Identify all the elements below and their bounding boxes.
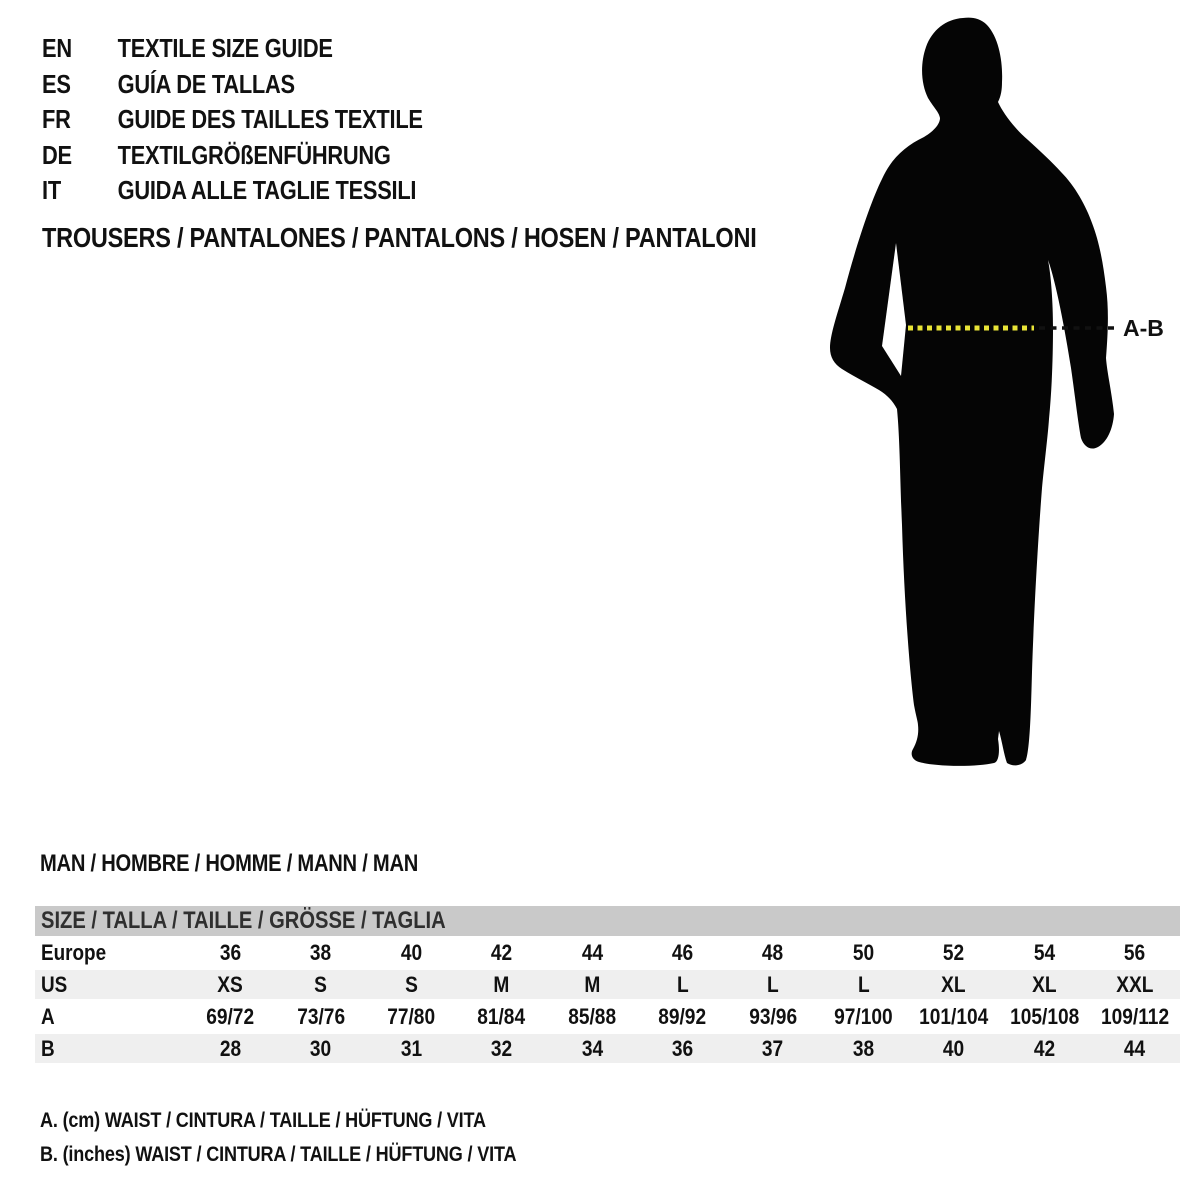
table-cell: 73/76 xyxy=(296,1003,345,1029)
table-cell: 89/92 xyxy=(658,1003,707,1029)
language-row-es xyxy=(42,67,423,103)
table-cell: 36 xyxy=(671,1035,694,1061)
table-cell: 36 xyxy=(219,939,241,965)
measure-label: A-B xyxy=(1123,315,1164,341)
table-row xyxy=(35,938,1180,967)
table-cell: 69/72 xyxy=(206,1003,255,1029)
footnote-waist-inches xyxy=(40,1142,607,1167)
table-cell: 37 xyxy=(762,1035,784,1061)
table-row-label: US xyxy=(41,971,68,997)
table-cell: 30 xyxy=(310,1035,332,1061)
language-list xyxy=(42,31,495,209)
table-cell: 105/108 xyxy=(1009,1003,1079,1029)
table-cell: 44 xyxy=(1124,1035,1146,1061)
table-cell: XL xyxy=(941,971,967,997)
table-cell: 54 xyxy=(1033,939,1055,965)
table-row xyxy=(35,970,1180,999)
table-cell: 93/96 xyxy=(749,1003,797,1029)
table-cell: L xyxy=(857,971,870,997)
language-label: GUIDE DES TAILLES TEXTILE xyxy=(117,104,423,134)
table-cell: S xyxy=(404,971,418,997)
table-cell: 42 xyxy=(1033,1035,1055,1061)
table-cell: 48 xyxy=(762,939,784,965)
table-cell: L xyxy=(676,971,689,997)
size-table-header-text: SIZE / TALLA / TAILLE / GRÖSSE / TAGLIA xyxy=(41,907,446,934)
table-cell: 77/80 xyxy=(387,1003,436,1029)
footnote-waist-cm xyxy=(40,1108,571,1133)
table-cell: 97/100 xyxy=(834,1003,893,1029)
table-cell: M xyxy=(493,971,510,997)
size-table xyxy=(35,906,1180,1066)
table-cell: 85/88 xyxy=(568,1003,616,1029)
table-cell: S xyxy=(314,971,328,997)
table-cell: 40 xyxy=(943,1035,965,1061)
table-cell: 44 xyxy=(581,939,603,965)
section-title xyxy=(40,850,490,878)
size-table-body xyxy=(35,938,1180,1063)
silhouette-body xyxy=(830,18,1114,766)
table-cell: 46 xyxy=(671,939,694,965)
table-cell: XS xyxy=(217,971,243,997)
table-cell: 28 xyxy=(219,1035,241,1061)
language-code: IT xyxy=(42,175,61,205)
language-row-de xyxy=(42,138,423,174)
table-cell: 32 xyxy=(490,1035,513,1061)
table-cell: 50 xyxy=(852,939,875,965)
table-cell: 40 xyxy=(400,939,422,965)
man-silhouette xyxy=(815,10,1175,800)
table-cell: 31 xyxy=(400,1035,422,1061)
language-row-it xyxy=(42,173,423,209)
table-row-label: A xyxy=(41,1003,55,1029)
footnote-waist-inches-text: B. (inches) WAIST / CINTURA / TAILLE / HÜFTUNG / VITA xyxy=(40,1142,517,1166)
table-cell: L xyxy=(767,971,779,997)
table-cell: 101/104 xyxy=(919,1003,989,1029)
language-label: TEXTILE SIZE GUIDE xyxy=(117,33,333,63)
language-code: DE xyxy=(42,139,72,170)
table-cell: 38 xyxy=(852,1035,875,1061)
table-row xyxy=(35,1002,1180,1031)
language-code: EN xyxy=(42,33,72,63)
table-cell: 81/84 xyxy=(477,1003,526,1029)
table-cell: 52 xyxy=(943,939,965,965)
table-cell: 34 xyxy=(581,1035,603,1061)
language-code: FR xyxy=(42,104,71,134)
language-label: GUÍA DE TALLAS xyxy=(117,68,295,99)
product-line-text: TROUSERS / PANTALONES / PANTALONS / HOSEN / PANTALONI xyxy=(42,222,757,253)
size-table-header xyxy=(35,906,1180,936)
table-row xyxy=(35,1034,1180,1063)
table-cell: XXL xyxy=(1116,971,1154,997)
table-row-label: Europe xyxy=(41,939,107,965)
table-cell: XL xyxy=(1032,971,1057,997)
table-cell: 56 xyxy=(1124,939,1146,965)
language-row-en xyxy=(42,31,423,67)
language-row-fr xyxy=(42,102,423,138)
language-label: GUIDA ALLE TAGLIE TESSILI xyxy=(117,175,417,205)
footnote-waist-cm-text: A. (cm) WAIST / CINTURA / TAILLE / HÜFTUNG / VITA xyxy=(40,1108,486,1132)
product-line-title xyxy=(42,222,893,254)
table-cell: 109/112 xyxy=(1100,1003,1169,1029)
language-label: TEXTILGRÖßENFÜHRUNG xyxy=(117,139,391,170)
language-code: ES xyxy=(42,68,71,99)
table-row-label: B xyxy=(41,1035,55,1061)
table-cell: 42 xyxy=(490,939,513,965)
table-cell: 38 xyxy=(310,939,332,965)
table-cell: M xyxy=(584,971,600,997)
section-title-text: MAN / HOMBRE / HOMME / MANN / MAN xyxy=(40,850,419,877)
